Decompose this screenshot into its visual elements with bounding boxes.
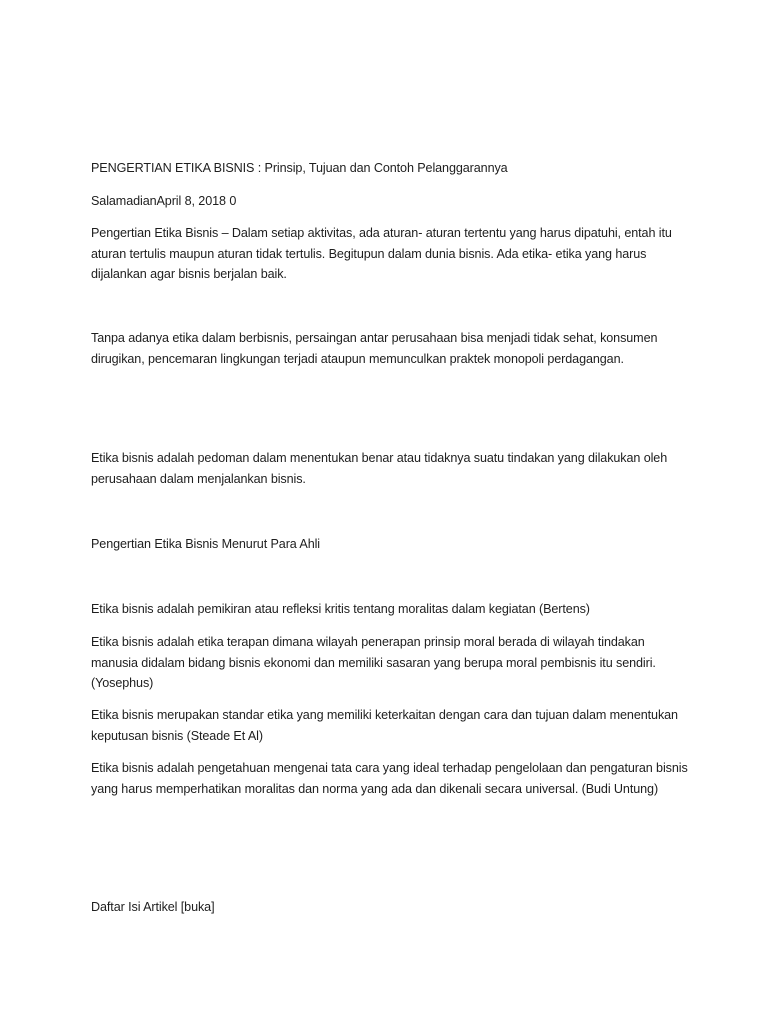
definition-yosephus: Etika bisnis adalah etika terapan dimana wilayah penerapan prinsip moral berada di wilayah tindakan manusia didalam bidang bisnis ekonomi dan memiliki sasaran yang berupa moral pembisnis itu sendiri. (Yosephus) — [91, 635, 656, 690]
byline: SalamadianApril 8, 2018 0 — [91, 194, 237, 208]
table-of-contents-toggle[interactable]: Daftar Isi Artikel [buka] — [91, 900, 215, 914]
paragraph-intro: Pengertian Etika Bisnis – Dalam setiap aktivitas, ada aturan- aturan tertentu yang harus dipatuhi, entah itu aturan tertulis maupun aturan tidak tertulis. Begitupun dalam dunia bisnis. Ada etika- etika yang harus dijalankan agar bisnis berjalan baik. — [91, 226, 672, 281]
definition-steade: Etika bisnis merupakan standar etika yang memiliki keterkaitan dengan cara dan tujuan dalam menentukan keputusan bisnis (Steade Et Al) — [91, 708, 678, 743]
section-heading: Pengertian Etika Bisnis Menurut Para Ahli — [91, 537, 321, 551]
document-title: PENGERTIAN ETIKA BISNIS : Prinsip, Tujuan dan Contoh Pelanggarannya — [91, 161, 508, 175]
definition-bertens: Etika bisnis adalah pemikiran atau refleksi kritis tentang moralitas dalam kegiatan (Bertens) — [91, 602, 590, 616]
paragraph-without-ethics: Tanpa adanya etika dalam berbisnis, persaingan antar perusahaan bisa menjadi tidak sehat, konsumen dirugikan, pencemaran lingkungan terjadi ataupun memunculkan praktek monopoli perdagangan. — [91, 331, 658, 366]
paragraph-definition: Etika bisnis adalah pedoman dalam menentukan benar atau tidaknya suatu tindakan yang dilakukan oleh perusahaan dalam menjalankan bisnis. — [91, 451, 668, 486]
definition-budi-untung: Etika bisnis adalah pengetahuan mengenai tata cara yang ideal terhadap pengelolaan dan pengaturan bisnis yang harus memperhatikan moralitas dan norma yang ada dan dikenali secara universal. (Budi Untung) — [91, 761, 688, 796]
